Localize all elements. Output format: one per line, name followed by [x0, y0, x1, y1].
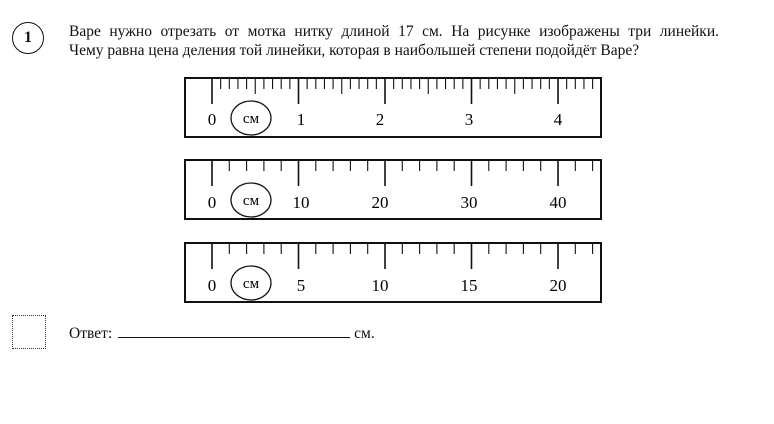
answer-label: Ответ:	[69, 325, 113, 342]
answer-row	[69, 323, 375, 343]
ruler-1-frame	[185, 78, 601, 137]
ruler-3-label-0: 0	[207, 276, 217, 295]
ruler-3-frame	[185, 243, 601, 302]
ruler-3-label-2: 10	[371, 276, 389, 295]
task-number: 1	[24, 29, 32, 46]
ruler-1	[185, 78, 601, 137]
answer-input-line[interactable]	[118, 323, 350, 338]
ruler-2-label-2: 20	[371, 193, 389, 212]
ruler-2-label-4: 40	[549, 193, 567, 212]
ruler-2-label-3: 30	[460, 193, 478, 212]
ruler-1-label-0: 0	[207, 110, 217, 129]
ruler-1-label-3: 3	[464, 110, 474, 129]
task-text-line-2: Чему равна цена деления той линейки, которая в наибольшей степени подойдёт Варе?	[69, 42, 640, 59]
ruler-2-frame	[185, 160, 601, 219]
ruler-2-label-0: 0	[207, 193, 217, 212]
ruler-1-unit-label: см	[242, 111, 260, 127]
answer-unit: см.	[354, 325, 375, 342]
ruler-3	[185, 243, 601, 302]
ruler-1-label-1: 1	[296, 110, 306, 129]
ruler-2	[185, 160, 601, 219]
answer-code-box	[12, 315, 46, 349]
task-text-line-1: Варе нужно отрезать от мотка нитку длиной 17 см. На рисунке изображены три линейки.	[69, 23, 719, 40]
ruler-1-label-4: 4	[553, 110, 563, 129]
ruler-3-label-4: 20	[549, 276, 567, 295]
ruler-2-label-1: 10	[292, 193, 310, 212]
ruler-1-label-2: 2	[375, 110, 385, 129]
ruler-3-label-1: 5	[296, 276, 306, 295]
ruler-3-unit-label: см	[242, 276, 260, 292]
ruler-3-label-3: 15	[460, 276, 478, 295]
ruler-2-unit-label: см	[242, 193, 260, 209]
